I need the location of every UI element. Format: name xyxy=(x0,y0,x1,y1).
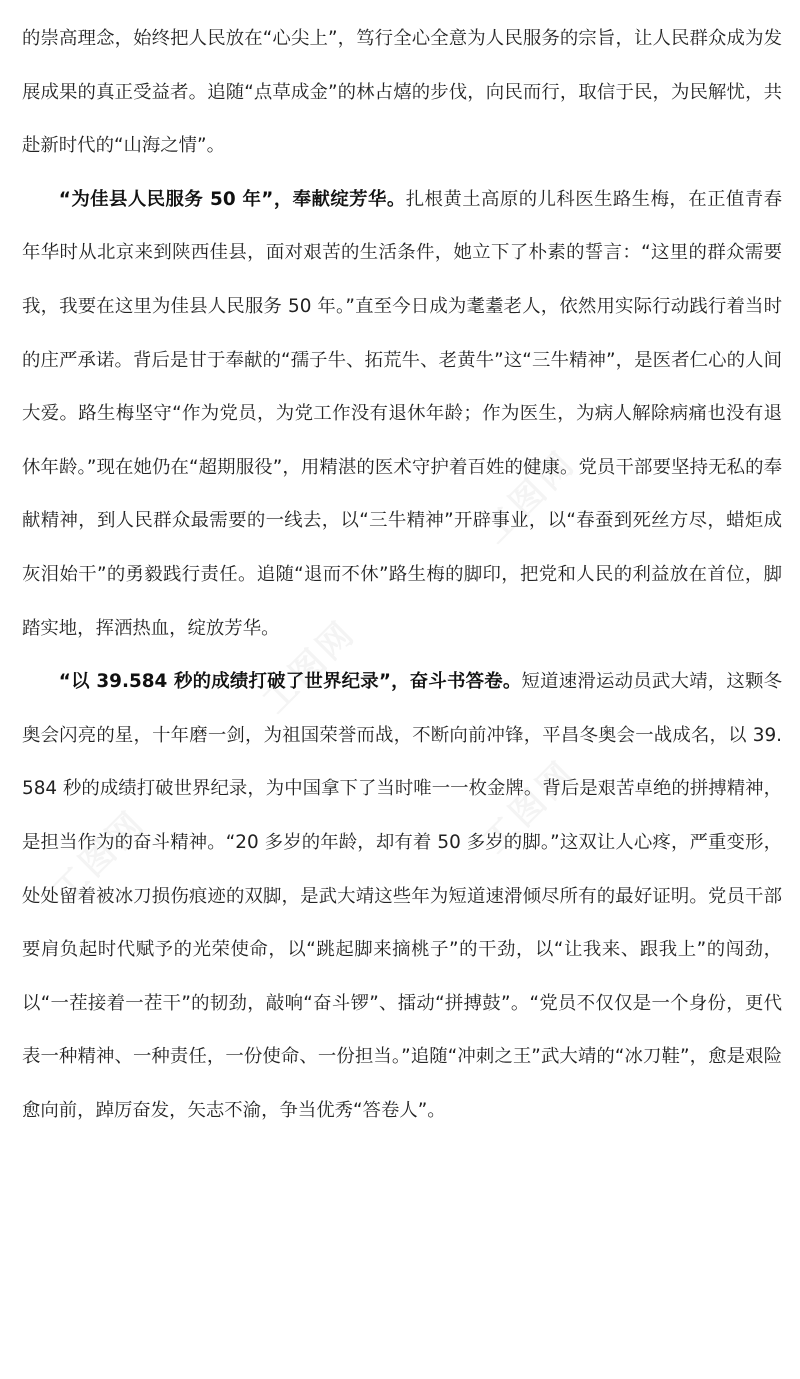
watermark: 工图网 xyxy=(475,442,584,552)
paragraph-1 xyxy=(22,12,782,173)
paragraph-text: 短道速滑运动员武大靖，这颗冬奥会闪亮的星，十年磨一剑，为祖国荣誉而战，不断向前冲锋，平昌冬奥会一战成名，以 39.584 秒的成绩打破世界纪录，为中国拿下了当时唯一一枚金牌。背后是艰苦卓绝的拼搏精神，是担当作为的奋斗精神。“20 多岁的年龄，却有着 50 多岁的脚。”这双让人心疼，严重变形，处处留着被冰刀损伤痕迹的双脚，是武大靖这些年为短道速滑倾尽所有的最好证明。党员干部要肩负起时代赋予的光荣使命，以“跳起脚来摘桃子”的干劲，以“让我来、跟我上”的闯劲，以“一茬接着一茬干”的韧劲，敲响“奋斗锣”、擂动“拼搏鼓”。“党员不仅仅是一个身份，更代表一种精神、一种责任，一份使命、一份担当。”追随“冲刺之王”武大靖的“冰刀鞋”，愈是艰险愈向前，踔厉奋发，矢志不渝，争当优秀“答卷人”。 xyxy=(22,671,782,1121)
paragraph-lead: “为佳县人民服务 50 年”，奉献绽芳华。 xyxy=(58,188,406,210)
watermark: 工图网 xyxy=(255,612,364,722)
paragraph-2 xyxy=(22,173,782,655)
paragraph-text: 的崇高理念，始终把人民放在“心尖上”，笃行全心全意为人民服务的宗旨，让人民群众成为发展成果的真正受益者。追随“点草成金”的林占熺的步伐，向民而行，取信于民，为民解忧，共赴新时代的“山海之情”。 xyxy=(22,28,782,157)
paragraph-3 xyxy=(22,655,782,1137)
paragraph-text: 扎根黄土高原的儿科医生路生梅，在正值青春年华时从北京来到陕西佳县，面对艰苦的生活条件，她立下了朴素的誓言：“这里的群众需要我，我要在这里为佳县人民服务 50 年。”直至今日成为耄耋老人，依然用实际行动践行着当时的庄严承诺。背后是甘于奉献的“孺子牛、拓荒牛、老黄牛”这“三牛精神”，是医者仁心的人间大爱。路生梅坚守“作为党员，为党工作没有退休年龄；作为医生，为病人解除病痛也没有退休年龄。”现在她仍在“超期服役”，用精湛的医术守护着百姓的健康。党员干部要坚持无私的奉献精神，到人民群众最需要的一线去，以“三牛精神”开辟事业，以“春蚕到死丝方尽，蜡炬成灰泪始干”的勇毅践行责任。追随“退而不休”路生梅的脚印，把党和人民的利益放在首位，脚踏实地，挥洒热血，绽放芳华。 xyxy=(22,188,782,639)
article-body xyxy=(22,12,782,1137)
watermark: 工图网 xyxy=(475,752,584,862)
paragraph-lead: “以 39.584 秒的成绩打破了世界纪录”，奋斗书答卷。 xyxy=(58,671,522,693)
watermark: 工图网 xyxy=(45,802,154,912)
